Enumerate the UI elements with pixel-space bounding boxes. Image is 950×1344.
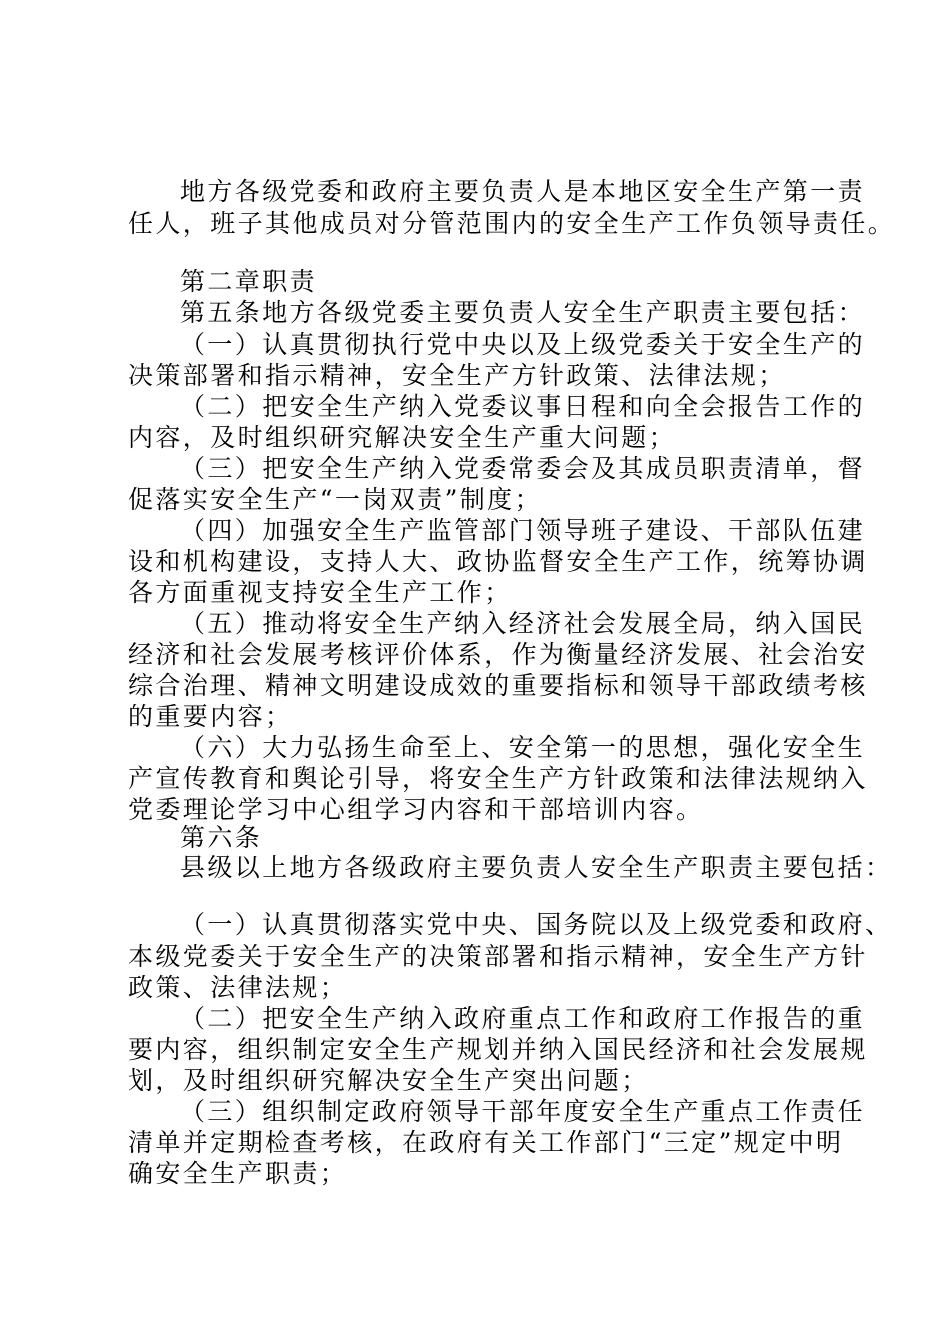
paragraph-line: 县级以上地方各级政府主要负责人安全生产职责主要包括：	[180, 853, 893, 882]
list-item-line: 要内容，组织制定安全生产规划并纳入国民经济和社会发展规	[128, 1035, 868, 1064]
list-item-line: （三）把安全生产纳入党委常委会及其成员职责清单，督	[180, 454, 866, 483]
list-item-line: （二）把安全生产纳入政府重点工作和政府工作报告的重	[180, 1004, 866, 1033]
list-item-line: （一）认真贯彻落实党中央、国务院以及上级党委和政府、	[180, 910, 893, 939]
list-item-line: 经济和社会发展考核评价体系，作为衡量经济发展、社会治安	[128, 640, 868, 669]
list-item-line: 设和机构建设，支持人大、政协监督安全生产工作，统筹协调	[128, 547, 868, 576]
article-heading: 第六条	[180, 823, 263, 852]
list-item-line: （三）组织制定政府领导干部年度安全生产重点工作责任	[180, 1097, 866, 1126]
list-item-line: （四）加强安全生产监管部门领导班子建设、干部队伍建	[180, 516, 866, 545]
list-item-line: 综合治理、精神文明建设成效的重要指标和领导干部政绩考核	[128, 671, 868, 700]
list-item-line: 产宣传教育和舆论引导，将安全生产方针政策和法律法规纳入	[128, 764, 868, 793]
paragraph-line: 地方各级党委和政府主要负责人是本地区安全生产第一责	[180, 177, 866, 206]
list-item-line: 确安全生产职责；	[128, 1159, 348, 1188]
list-item-line: 促落实安全生产“一岗双责”制度；	[128, 485, 542, 514]
list-item-line: 政策、法律法规；	[128, 973, 348, 1002]
list-item-line: 内容，及时组织研究解决安全生产重大问题；	[128, 423, 677, 452]
list-item-line: （五）推动将安全生产纳入经济社会发展全局，纳入国民	[180, 609, 866, 638]
list-item-line: 清单并定期检查考核，在政府有关工作部门“三定”规定中明	[128, 1128, 844, 1157]
chapter-heading: 第二章职责	[180, 267, 318, 296]
list-item-line: （六）大力弘扬生命至上、安全第一的思想，强化安全生	[180, 733, 866, 762]
article-heading: 第五条地方各级党委主要负责人安全生产职责主要包括：	[180, 298, 866, 327]
list-item-line: 划，及时组织研究解决安全生产突出问题；	[128, 1066, 649, 1095]
list-item-line: （一）认真贯彻执行党中央以及上级党委关于安全生产的	[180, 330, 866, 359]
paragraph-line: 任人，班子其他成员对分管范围内的安全生产工作负领导责任。	[128, 209, 896, 238]
list-item-line: 党委理论学习中心组学习内容和干部培训内容。	[128, 795, 704, 824]
list-item-line: 本级党委关于安全生产的决策部署和指示精神，安全生产方针	[128, 942, 868, 971]
list-item-line: 各方面重视支持安全生产工作；	[128, 578, 512, 607]
list-item-line: （二）把安全生产纳入党委议事日程和向全会报告工作的	[180, 392, 866, 421]
list-item-line: 决策部署和指示精神，安全生产方针政策、法律法规；	[128, 361, 786, 390]
list-item-line: 的重要内容；	[128, 702, 293, 731]
